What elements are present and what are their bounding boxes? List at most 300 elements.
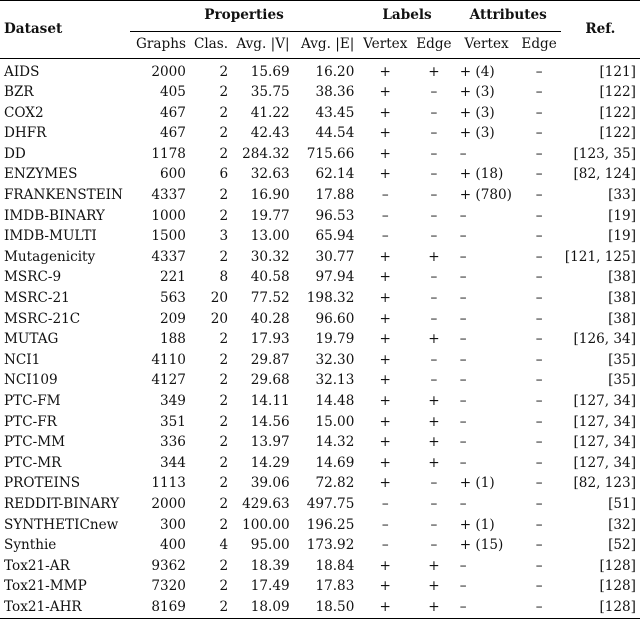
attribute-vertex-cell: + (780) — [459, 187, 512, 204]
label-edge-cell: – — [430, 290, 438, 307]
dataset-name-cell: MSRC-21C — [4, 310, 81, 327]
table-row — [0, 247, 640, 268]
reference-cell: [121, 125] — [564, 248, 636, 265]
dataset-name-cell: AIDS — [4, 63, 40, 80]
graphs-cell: 336 — [159, 434, 186, 451]
table-row — [0, 144, 640, 165]
attribute-vertex-cell: – — [459, 434, 467, 451]
label-vertex-cell: – — [381, 187, 389, 204]
avg-edges-cell: 30.77 — [315, 248, 355, 265]
avg-edges-cell: 14.69 — [315, 454, 355, 471]
attribute-edge-cell: – — [517, 597, 560, 618]
avg-vertices-cell: 40.28 — [250, 310, 290, 327]
reference-cell: [82, 123] — [573, 475, 636, 492]
dataset-name-cell: PTC-FM — [4, 393, 61, 409]
label-vertex-cell: + — [379, 557, 391, 574]
attribute-vertex-cell: + (18) — [459, 166, 504, 183]
attribute-edge-cell: – — [535, 372, 543, 389]
attribute-edge-cell: – — [535, 63, 543, 80]
label-vertex-cell: – — [381, 537, 389, 554]
attribute-edge-cell: – — [535, 434, 543, 451]
attribute-vertex-cell: – — [459, 228, 467, 245]
graphs-cell: 188 — [159, 331, 186, 348]
attribute-vertex-cell: + (3) — [459, 104, 495, 121]
dataset-name-cell: NCI109 — [4, 372, 58, 389]
attribute-edge-cell: – — [535, 166, 543, 183]
graphs-cell: 351 — [159, 413, 186, 430]
reference-cell: [128] — [599, 578, 636, 595]
table-row — [0, 577, 640, 598]
attribute-edge-cell: – — [535, 557, 543, 574]
dataset-name-cell: Tox21-AHR — [0, 597, 130, 618]
dataset-name-cell: Tox21-MMP — [4, 578, 87, 595]
attribute-vertex-cell: – — [459, 413, 467, 430]
label-vertex-cell: + — [379, 331, 391, 348]
attribute-edge-cell: – — [535, 413, 543, 430]
classes-cell: 2 — [219, 516, 229, 533]
attribute-edge-cell: – — [535, 228, 543, 245]
table-row — [0, 165, 640, 186]
avg-vertices-cell: 19.77 — [250, 207, 290, 224]
graphs-cell: 405 — [159, 84, 186, 101]
attribute-edge-cell: – — [535, 269, 543, 286]
table-row — [0, 103, 640, 124]
avg-edges-cell: 14.48 — [315, 393, 355, 409]
avg-edges-cell: 96.60 — [315, 310, 355, 327]
label-vertex-cell: + — [379, 63, 391, 80]
table-row — [0, 83, 640, 104]
table-row — [0, 289, 640, 310]
dataset-name-cell: REDDIT-BINARY — [4, 495, 120, 512]
attribute-vertex-cell: + (3) — [459, 125, 495, 142]
header-attribute-vertex: Vertex — [456, 32, 518, 59]
graphs-cell: 467 — [159, 104, 186, 121]
dataset-name-cell: BZR — [4, 84, 34, 101]
graphs-cell: 2000 — [151, 63, 186, 80]
reference-cell: [126, 34] — [573, 331, 636, 348]
table-row — [0, 597, 640, 618]
classes-cell: 2 — [219, 475, 229, 492]
label-vertex-cell: + — [379, 145, 391, 162]
label-vertex-cell: + — [379, 475, 391, 492]
header-dataset: Dataset — [0, 1, 130, 59]
label-vertex-cell: + — [379, 104, 391, 121]
header-label-edge: Edge — [412, 32, 456, 59]
reference-cell: [38] — [608, 269, 636, 286]
dataset-name-cell: MSRC-9 — [4, 269, 62, 286]
reference-cell: [122] — [599, 125, 636, 142]
avg-edges-cell: 17.83 — [315, 578, 355, 595]
reference-cell: [19] — [608, 207, 636, 224]
avg-edges-cell: 96.53 — [315, 207, 355, 224]
attribute-edge-cell: – — [535, 393, 543, 409]
label-edge-cell: + — [428, 393, 440, 409]
avg-vertices-cell: 13.00 — [250, 228, 290, 245]
label-edge-cell: + — [428, 434, 440, 451]
attribute-vertex-cell: + (1) — [459, 475, 495, 492]
dataset-name-cell: DD — [4, 145, 26, 162]
reference-cell: [128] — [599, 557, 636, 574]
avg-vertices-cell: 14.56 — [250, 413, 290, 430]
label-vertex-cell: + — [379, 166, 391, 183]
label-edge-cell: – — [430, 187, 438, 204]
label-vertex-cell: + — [379, 434, 391, 451]
attribute-vertex-cell: – — [459, 495, 467, 512]
reference-cell: [35] — [608, 372, 636, 389]
table-row — [0, 536, 640, 557]
label-edge-cell: – — [430, 516, 438, 533]
graphs-cell: 7320 — [151, 578, 186, 595]
avg-vertices-cell: 29.87 — [250, 351, 290, 368]
reference-cell: [19] — [608, 228, 636, 245]
label-vertex-cell: + — [379, 413, 391, 430]
table-row — [0, 309, 640, 330]
attribute-edge-cell: – — [535, 84, 543, 101]
classes-cell: 2 — [190, 597, 232, 618]
table-row — [0, 556, 640, 577]
avg-edges-cell: 19.79 — [315, 331, 355, 348]
label-vertex-cell: – — [381, 228, 389, 245]
classes-cell: 2 — [219, 557, 229, 574]
label-edge-cell: + — [428, 557, 440, 574]
avg-edges-cell: 97.94 — [315, 269, 355, 286]
dataset-name-cell: IMDB-MULTI — [4, 228, 97, 245]
label-vertex-cell: + — [358, 597, 412, 618]
dataset-name-cell: Tox21-AR — [4, 557, 70, 574]
reference-cell: [38] — [608, 310, 636, 327]
label-edge-cell: + — [428, 578, 440, 595]
dataset-name-cell: FRANKENSTEIN — [4, 187, 123, 204]
dataset-name-cell: MUTAG — [4, 331, 59, 348]
avg-vertices-cell: 42.43 — [250, 125, 290, 142]
label-vertex-cell: + — [379, 290, 391, 307]
label-edge-cell: – — [430, 269, 438, 286]
dataset-name-cell: Synthie — [4, 537, 57, 554]
avg-vertices-cell: 14.11 — [250, 393, 290, 409]
label-vertex-cell: + — [379, 310, 391, 327]
label-vertex-cell: + — [379, 248, 391, 265]
label-edge-cell: – — [430, 351, 438, 368]
avg-edges-cell: 16.20 — [315, 63, 355, 80]
label-vertex-cell: + — [379, 372, 391, 389]
classes-cell: 20 — [210, 290, 229, 307]
avg-vertices-cell: 284.32 — [242, 145, 290, 162]
label-edge-cell: + — [412, 597, 456, 618]
dataset-name-cell: NCI1 — [4, 351, 41, 368]
attribute-edge-cell: – — [535, 187, 543, 204]
attribute-vertex-cell: + (3) — [459, 84, 495, 101]
attribute-edge-cell: – — [535, 104, 543, 121]
classes-cell: 2 — [219, 63, 229, 80]
avg-edges-cell: 44.54 — [315, 125, 355, 142]
avg-vertices-cell: 40.58 — [250, 269, 290, 286]
attribute-edge-cell: – — [535, 248, 543, 265]
avg-vertices-cell: 18.39 — [250, 557, 290, 574]
avg-vertices-cell: 18.09 — [232, 597, 294, 618]
table-row — [0, 474, 640, 495]
label-vertex-cell: + — [379, 269, 391, 286]
attribute-vertex-cell: – — [459, 351, 467, 368]
reference-cell: [121] — [599, 63, 636, 80]
attribute-edge-cell: – — [535, 454, 543, 471]
avg-edges-cell: 38.36 — [315, 84, 355, 101]
label-vertex-cell: + — [379, 351, 391, 368]
header-label-vertex: Vertex — [358, 32, 412, 59]
label-vertex-cell: + — [379, 84, 391, 101]
avg-vertices-cell: 95.00 — [250, 537, 290, 554]
table-row — [0, 186, 640, 207]
avg-edges-cell: 198.32 — [306, 290, 355, 307]
dataset-name-cell: Mutagenicity — [4, 248, 96, 265]
header-row-main — [0, 1, 640, 32]
classes-cell: 2 — [219, 125, 229, 142]
avg-edges-cell: 32.30 — [315, 351, 355, 368]
graphs-cell: 221 — [159, 269, 186, 286]
table-row — [0, 124, 640, 145]
attribute-edge-cell: – — [535, 516, 543, 533]
attribute-vertex-cell: – — [459, 331, 467, 348]
attribute-edge-cell: – — [535, 578, 543, 595]
classes-cell: 2 — [219, 372, 229, 389]
reference-cell: [127, 34] — [573, 454, 636, 471]
label-edge-cell: – — [430, 310, 438, 327]
attribute-edge-cell: – — [535, 351, 543, 368]
table-row — [0, 515, 640, 536]
label-edge-cell: – — [430, 372, 438, 389]
avg-edges-cell: 72.82 — [315, 475, 355, 492]
header-properties: Properties — [130, 1, 359, 32]
dataset-name-cell: COX2 — [4, 104, 44, 121]
reference-cell: [128] — [561, 597, 640, 618]
classes-cell: 2 — [219, 207, 229, 224]
reference-cell: [122] — [599, 104, 636, 121]
table-row — [0, 392, 640, 413]
avg-edges-cell: 15.00 — [315, 413, 355, 430]
attribute-edge-cell: – — [535, 331, 543, 348]
avg-vertices-cell: 41.22 — [250, 104, 290, 121]
attribute-vertex-cell: + (1) — [459, 516, 495, 533]
graphs-cell: 300 — [159, 516, 186, 533]
attribute-edge-cell: – — [535, 207, 543, 224]
attribute-vertex-cell: – — [456, 597, 518, 618]
label-edge-cell: – — [430, 104, 438, 121]
table-row — [0, 268, 640, 289]
reference-cell: [51] — [608, 495, 636, 512]
reference-cell: [127, 34] — [573, 393, 636, 409]
label-edge-cell: – — [430, 145, 438, 162]
reference-cell: [38] — [608, 290, 636, 307]
table-body — [0, 59, 640, 619]
label-edge-cell: – — [430, 125, 438, 142]
label-edge-cell: – — [430, 495, 438, 512]
label-edge-cell: + — [428, 454, 440, 471]
label-vertex-cell: + — [379, 393, 391, 409]
graphs-cell: 1178 — [151, 145, 186, 162]
avg-edges-cell: 43.45 — [315, 104, 355, 121]
graphs-cell: 1500 — [151, 228, 186, 245]
avg-vertices-cell: 100.00 — [242, 516, 290, 533]
graphs-cell: 8169 — [130, 597, 190, 618]
reference-cell: [82, 124] — [573, 166, 636, 183]
avg-vertices-cell: 39.06 — [250, 475, 290, 492]
reference-cell: [35] — [608, 351, 636, 368]
avg-edges-cell: 18.50 — [294, 597, 359, 618]
avg-vertices-cell: 17.49 — [250, 578, 290, 595]
avg-vertices-cell: 32.63 — [250, 166, 290, 183]
table-row — [0, 494, 640, 515]
dataset-name-cell: PTC-MM — [4, 434, 66, 451]
attribute-edge-cell: – — [535, 290, 543, 307]
attribute-vertex-cell: – — [459, 310, 467, 327]
graphs-cell: 209 — [159, 310, 186, 327]
classes-cell: 2 — [219, 393, 229, 409]
attribute-vertex-cell: – — [459, 578, 467, 595]
label-edge-cell: + — [428, 413, 440, 430]
avg-vertices-cell: 29.68 — [250, 372, 290, 389]
label-edge-cell: – — [430, 475, 438, 492]
avg-edges-cell: 65.94 — [315, 228, 355, 245]
attribute-vertex-cell: – — [459, 207, 467, 224]
graphs-cell: 4337 — [151, 248, 186, 265]
attribute-edge-cell: – — [535, 145, 543, 162]
classes-cell: 2 — [219, 495, 229, 512]
label-edge-cell: – — [430, 228, 438, 245]
classes-cell: 2 — [219, 331, 229, 348]
attribute-vertex-cell: – — [459, 290, 467, 307]
avg-edges-cell: 196.25 — [306, 516, 355, 533]
classes-cell: 2 — [219, 578, 229, 595]
attribute-vertex-cell: – — [459, 557, 467, 574]
table-row — [0, 330, 640, 351]
avg-edges-cell: 17.88 — [315, 187, 355, 204]
graphs-cell: 4337 — [151, 187, 186, 204]
attribute-edge-cell: – — [535, 537, 543, 554]
label-edge-cell: + — [428, 248, 440, 265]
reference-cell: [52] — [608, 537, 636, 554]
header-attribute-edge: Edge — [517, 32, 560, 59]
header-attributes: Attributes — [456, 1, 561, 32]
avg-edges-cell: 173.92 — [306, 537, 355, 554]
reference-cell: [123, 35] — [573, 145, 636, 162]
reference-cell: [127, 34] — [573, 413, 636, 430]
header-graphs: Graphs — [130, 32, 190, 59]
table-row — [0, 371, 640, 392]
reference-cell: [127, 34] — [573, 434, 636, 451]
attribute-vertex-cell: – — [459, 269, 467, 286]
label-vertex-cell: + — [379, 578, 391, 595]
classes-cell: 2 — [219, 454, 229, 471]
dataset-name-cell: PTC-MR — [4, 454, 62, 471]
header-labels: Labels — [358, 1, 455, 32]
avg-vertices-cell: 16.90 — [250, 187, 290, 204]
graphs-cell: 344 — [159, 454, 186, 471]
table-row — [0, 412, 640, 433]
classes-cell: 6 — [219, 166, 229, 183]
graphs-cell: 1113 — [151, 475, 186, 492]
dataset-name-cell: SYNTHETICnew — [4, 516, 119, 533]
dataset-name-cell: IMDB-BINARY — [4, 207, 105, 224]
attribute-vertex-cell: – — [459, 145, 467, 162]
classes-cell: 20 — [210, 310, 229, 327]
avg-edges-cell: 62.14 — [315, 166, 355, 183]
table-row — [0, 227, 640, 248]
attribute-edge-cell: – — [535, 125, 543, 142]
avg-edges-cell: 715.66 — [306, 145, 355, 162]
attribute-vertex-cell: – — [459, 393, 467, 409]
attribute-edge-cell: – — [535, 475, 543, 492]
label-edge-cell: – — [430, 537, 438, 554]
classes-cell: 2 — [219, 248, 229, 265]
classes-cell: 2 — [219, 84, 229, 101]
reference-cell: [122] — [599, 84, 636, 101]
classes-cell: 3 — [219, 228, 229, 245]
graphs-cell: 4110 — [151, 351, 186, 368]
attribute-vertex-cell: – — [459, 372, 467, 389]
avg-vertices-cell: 35.75 — [250, 84, 290, 101]
graphs-cell: 400 — [159, 537, 186, 554]
graphs-cell: 563 — [159, 290, 186, 307]
graphs-cell: 1000 — [151, 207, 186, 224]
label-edge-cell: – — [430, 166, 438, 183]
avg-edges-cell: 18.84 — [315, 557, 355, 574]
attribute-vertex-cell: – — [459, 454, 467, 471]
header-avg-vertices: Avg. |V| — [232, 32, 294, 59]
graphs-cell: 467 — [159, 125, 186, 142]
table-row — [0, 453, 640, 474]
attribute-vertex-cell: + (15) — [459, 537, 504, 554]
reference-cell: [33] — [608, 187, 636, 204]
table-row — [0, 350, 640, 371]
classes-cell: 2 — [219, 145, 229, 162]
classes-cell: 8 — [219, 269, 229, 286]
graphs-cell: 2000 — [151, 495, 186, 512]
classes-cell: 2 — [219, 351, 229, 368]
label-edge-cell: + — [428, 331, 440, 348]
label-edge-cell: + — [428, 63, 440, 80]
label-edge-cell: – — [430, 84, 438, 101]
dataset-name-cell: MSRC-21 — [4, 290, 70, 307]
classes-cell: 2 — [219, 187, 229, 204]
dataset-name-cell: PROTEINS — [4, 475, 81, 492]
attribute-edge-cell: – — [535, 310, 543, 327]
classes-cell: 2 — [219, 104, 229, 121]
dataset-name-cell: ENZYMES — [4, 166, 78, 183]
avg-edges-cell: 32.13 — [315, 372, 355, 389]
dataset-name-cell: PTC-FR — [4, 413, 57, 430]
reference-cell: [32] — [608, 516, 636, 533]
avg-vertices-cell: 77.52 — [250, 290, 290, 307]
avg-edges-cell: 14.32 — [315, 434, 355, 451]
header-ref: Ref. — [561, 1, 640, 59]
classes-cell: 2 — [219, 434, 229, 451]
label-vertex-cell: – — [381, 207, 389, 224]
label-vertex-cell: + — [379, 454, 391, 471]
avg-vertices-cell: 429.63 — [242, 495, 290, 512]
graphs-cell: 349 — [159, 393, 186, 409]
classes-cell: 2 — [219, 413, 229, 430]
avg-vertices-cell: 14.29 — [250, 454, 290, 471]
avg-edges-cell: 497.75 — [306, 495, 355, 512]
attribute-edge-cell: – — [535, 495, 543, 512]
avg-vertices-cell: 15.69 — [250, 63, 290, 80]
attribute-vertex-cell: + (4) — [459, 63, 495, 80]
table-row — [0, 206, 640, 227]
label-vertex-cell: – — [381, 495, 389, 512]
graphs-cell: 9362 — [151, 557, 186, 574]
graphs-cell: 4127 — [151, 372, 186, 389]
classes-cell: 4 — [219, 537, 229, 554]
label-vertex-cell: + — [379, 125, 391, 142]
